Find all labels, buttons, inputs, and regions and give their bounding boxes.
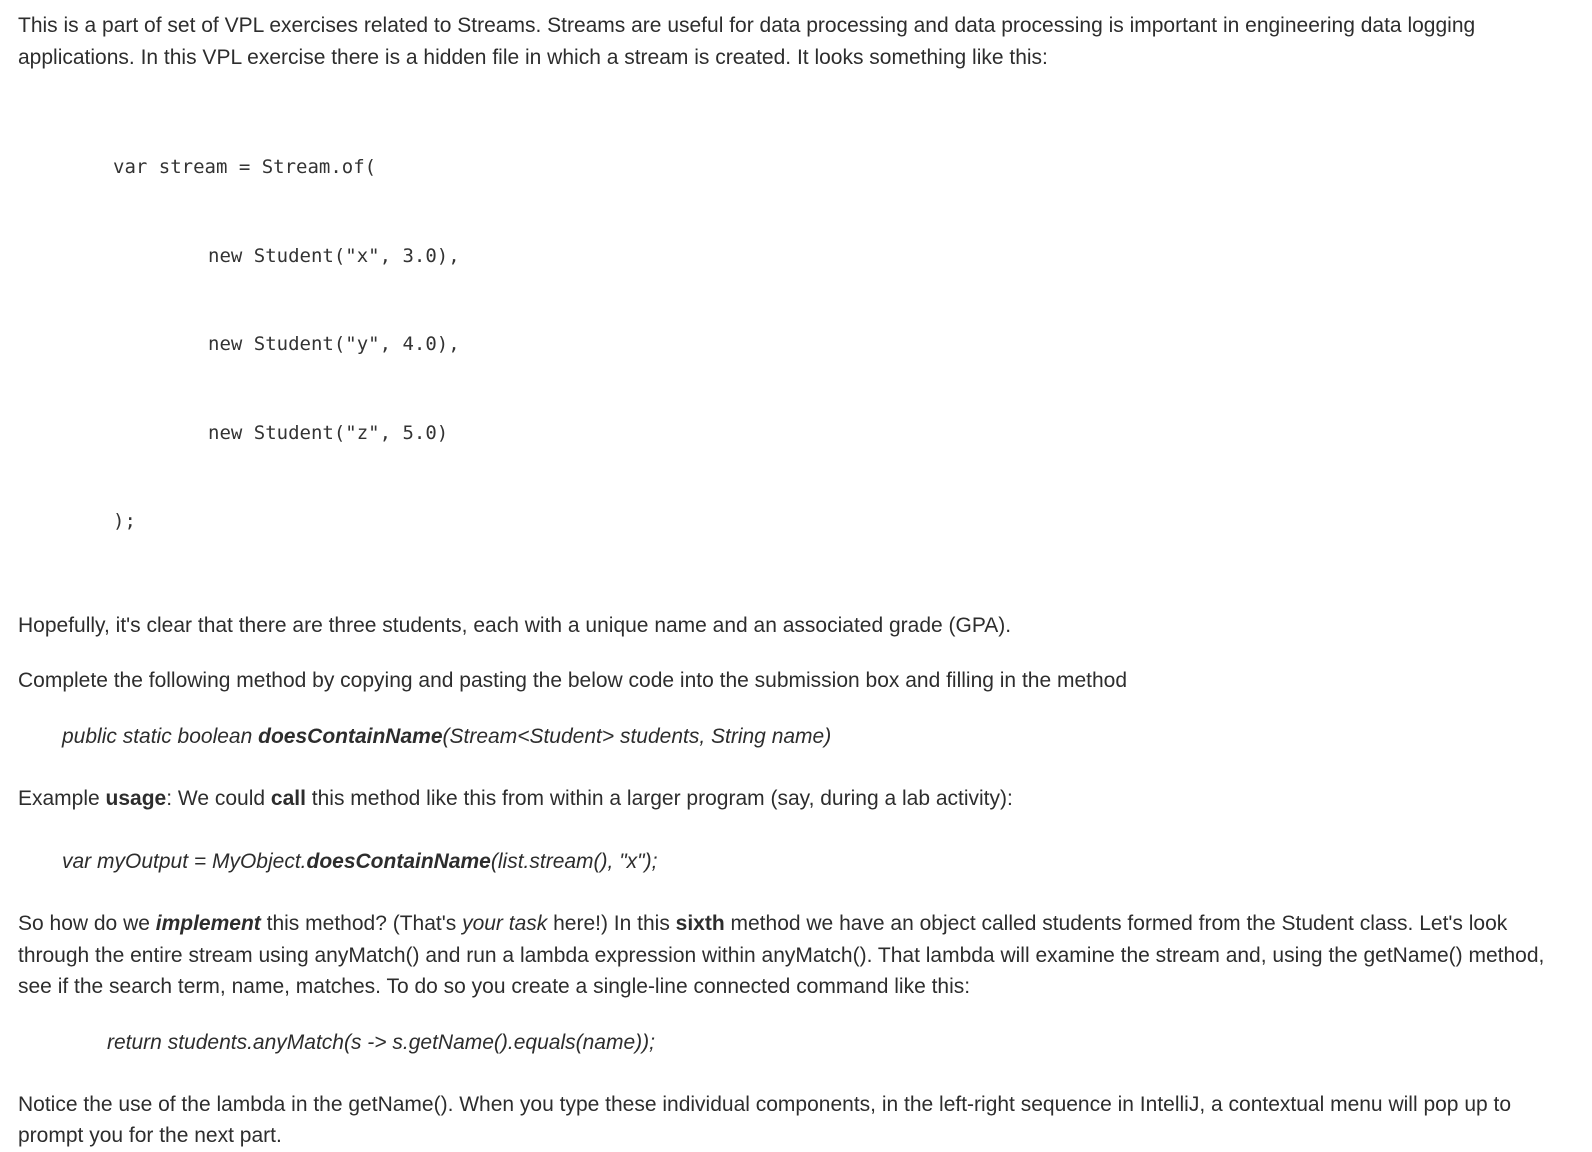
- example-text: Example: [18, 786, 106, 810]
- return-code-line: return students.anyMatch(s -> s.getName().equals(name));: [107, 1030, 655, 1054]
- example-text: : We could: [166, 786, 271, 810]
- method-signature: [62, 721, 1578, 752]
- code-line: new Student("x", 3.0),: [208, 244, 460, 267]
- howto-sixth: sixth: [675, 912, 725, 935]
- signature-method-name: doesContainName: [258, 724, 443, 748]
- signature-params: (Stream<Student> students, String name): [442, 724, 832, 748]
- example-text: this method like this from within a larger program (say, during a lab activity):: [305, 786, 1013, 810]
- code-line: var stream = Stream.of(: [113, 156, 377, 178]
- code-line: );: [113, 510, 136, 532]
- usage-method-name: doesContainName: [306, 850, 491, 873]
- document-body: [18, 10, 1578, 1152]
- howto-text: method we have an object called students formed from the Student class. Let's look through the entire stream using anyMatch() and run a lambda expression within anyMatch(). That lambda will examine the stream and, using the getName() method, see if the search term, name, matches. To do so you create a single-line connected command like this:: [18, 912, 1545, 998]
- implementation-paragraph: [18, 908, 1578, 1003]
- usage-prefix: var myOutput = MyObject.: [62, 850, 307, 873]
- howto-text: this method? (That's: [260, 912, 463, 935]
- usage-suffix: (list.stream(), "x");: [490, 850, 658, 873]
- instructions-paragraph: Complete the following method by copying and pasting the below code into the submission box and filling in the method: [18, 669, 1128, 692]
- howto-implement: implement: [155, 912, 261, 935]
- code-line: new Student("y", 4.0),: [208, 333, 460, 355]
- howto-your-task: your task: [462, 912, 548, 935]
- code-line: new Student("z", 5.0): [208, 421, 449, 444]
- howto-text: So how do we: [18, 912, 156, 935]
- usage-code-line: [62, 846, 1578, 877]
- example-bold-usage: usage: [105, 786, 167, 810]
- example-usage-paragraph: [18, 783, 1578, 815]
- intro-paragraph: This is a part of set of VPL exercises related to Streams. Streams are useful for data processing and data processing is important in engineering data logging applications. In this VPL exercise there is a hidden file in which a stream is created. It looks something like this:: [18, 14, 1476, 69]
- students-explanation: Hopefully, it's clear that there are three students, each with a unique name and an associated grade (GPA).: [18, 613, 1012, 637]
- stream-code-block: [113, 94, 1578, 596]
- signature-prefix: public static boolean: [62, 724, 259, 748]
- example-bold-call: call: [270, 786, 306, 810]
- notice-paragraph: Notice the use of the lambda in the getName(). When you type these individual components, in the left-right sequence in IntelliJ, a contextual menu will pop up to prompt you for the next part.: [18, 1092, 1512, 1147]
- howto-text: here!) In this: [547, 912, 676, 935]
